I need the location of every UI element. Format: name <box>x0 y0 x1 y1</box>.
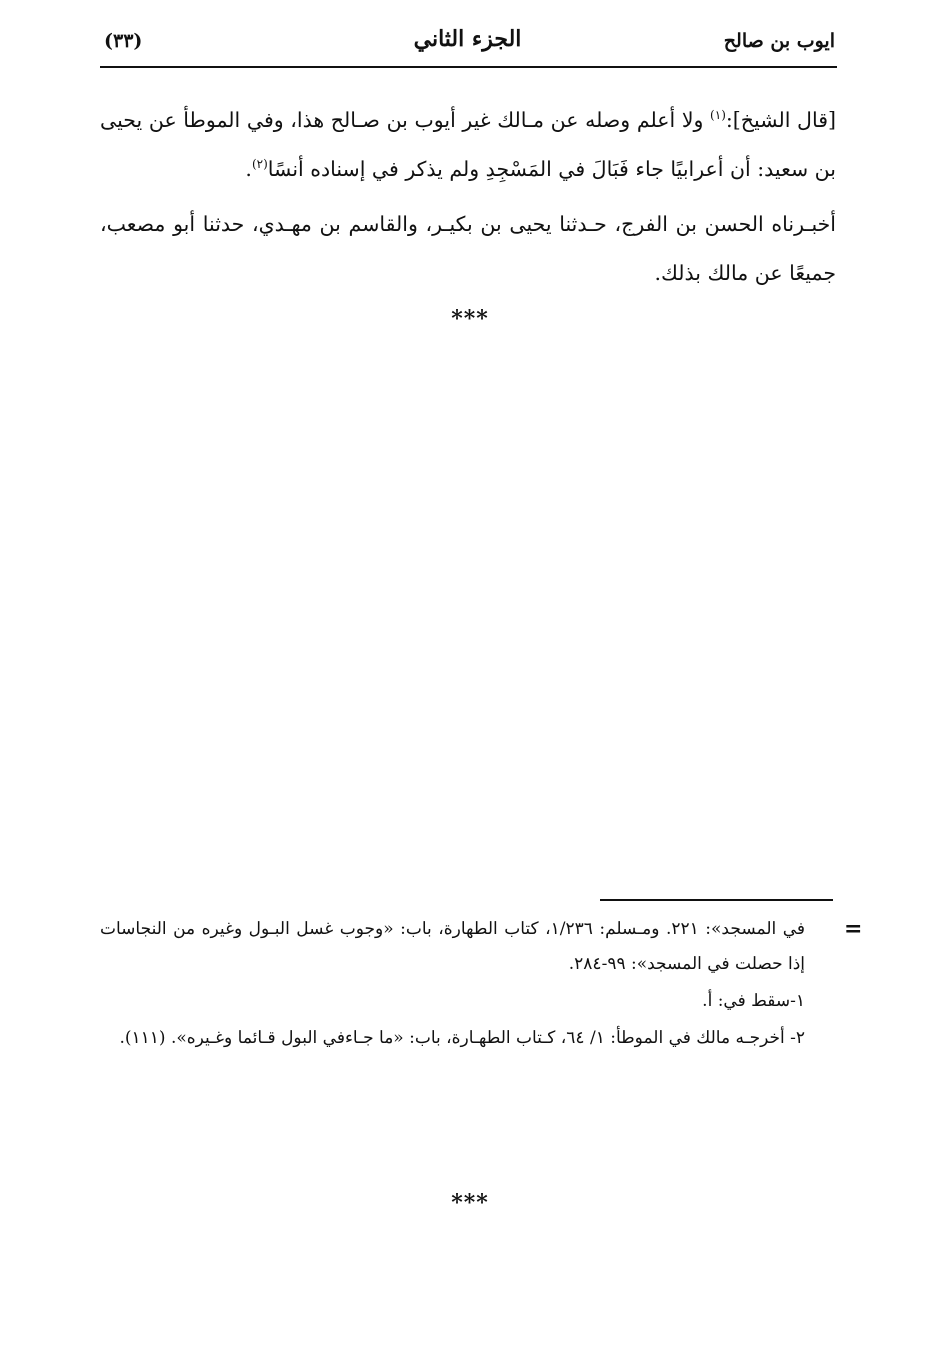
page-number: (٣٣) <box>104 30 143 52</box>
section-separator: *** <box>451 306 489 332</box>
footnote-ref-2: (٢) <box>251 157 268 172</box>
footnotes <box>100 912 805 1058</box>
header-rule <box>100 66 837 68</box>
paragraph-2: أخبـرناه الحسن بن الفرج، حـدثنا يحيى بن بكيـر، والقاسم بن مهـدي، حدثنا أبو مصعب، جميعًا عن مالك بذلك. <box>100 212 836 285</box>
footnote-continuation-mark: = <box>844 916 863 942</box>
paragraph-1 <box>100 96 836 194</box>
chapter-title: ايوب بن صالح <box>723 30 835 52</box>
paragraph-1-end: . <box>245 157 252 181</box>
volume-title: الجزء الثاني <box>413 26 522 52</box>
end-separator: *** <box>451 1190 489 1216</box>
main-text <box>100 96 836 304</box>
footnote-2: ٢- أخرجـه مالك في الموطأ: ١/ ٦٤، كـتاب الطهـارة، باب: «ما جـاءفي البول قـائما وغـيره». (١١١). <box>119 1028 805 1048</box>
paragraph-1-label: [قال الشيخ]: <box>725 108 836 132</box>
footnote-ref-1: (١) <box>710 108 726 123</box>
paragraph-1-text: ولا أعلم وصله عن مـالك غير أيوب بن صـالح هذا، وفي الموطأ عن يحيى بن سعيد: أن أعرابيًا جاء فَبَالَ في المَسْجِدِ ولم يذكر في إسناده أنسًا <box>100 108 836 181</box>
footnote-rule <box>600 899 833 901</box>
footnote-1: ١-سقط في: أ. <box>702 991 805 1011</box>
footnote-continuation: في المسجد»: ٢٢١. ومـسلم: ١/٢٣٦، كتاب الطهارة، باب: «وجوب غسل البـول وغيره من النجاسات إذا حصلت في المسجد»: ٩٩-٢٨٤. <box>100 919 806 974</box>
running-header <box>100 26 835 64</box>
